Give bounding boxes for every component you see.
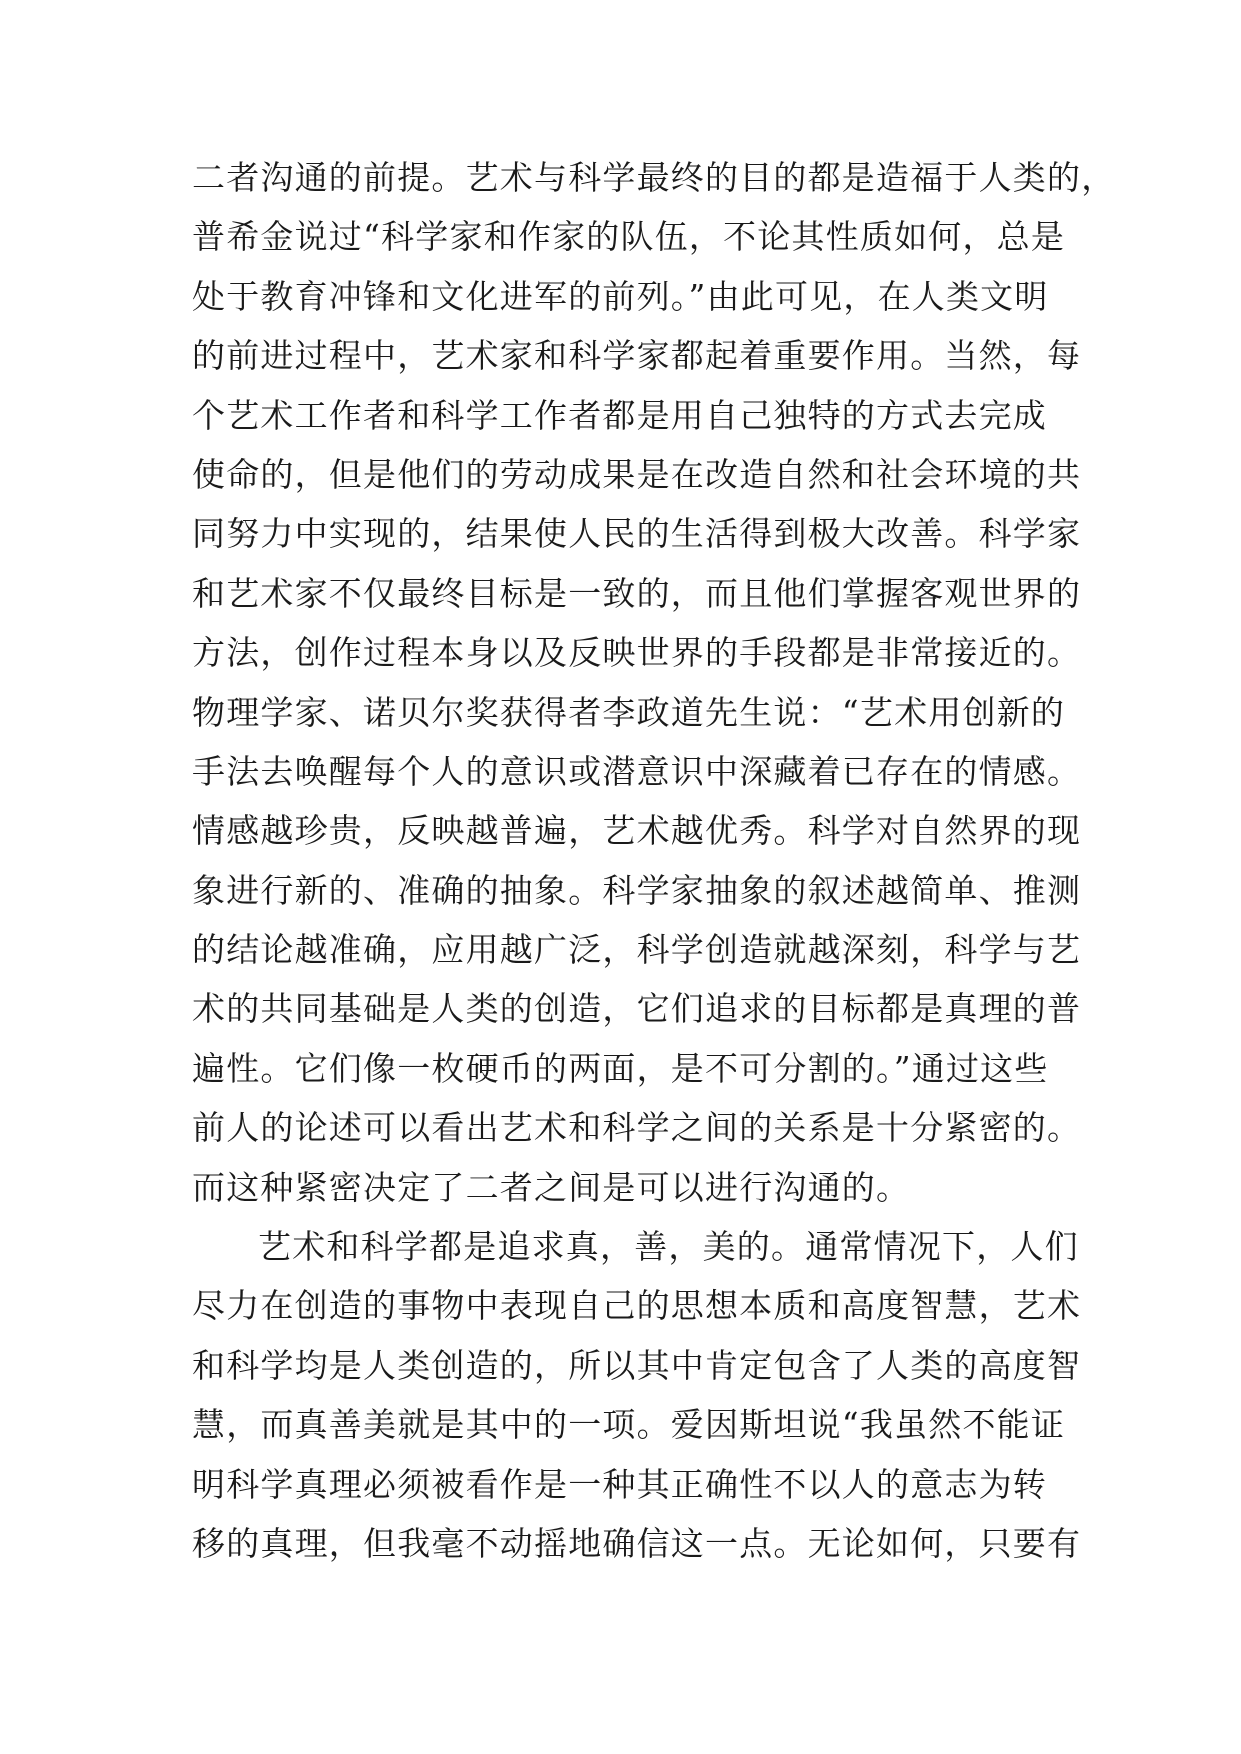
text-line: 前人的论述可以看出艺术和科学之间的关系是十分紧密的。	[192, 1108, 1082, 1148]
text-line: 象进行新的、准确的抽象。科学家抽象的叙述越简单、推测	[192, 870, 1082, 910]
text-line: 个艺术工作者和科学工作者都是用自己独特的方式去完成	[192, 395, 1047, 435]
paragraph-start-line: 艺术和科学都是追求真，善，美的。通常情况下，人们	[258, 1227, 1079, 1267]
text-line: 明科学真理必须被看作是一种其正确性不以人的意志为转	[192, 1464, 1047, 1504]
body-text	[192, 148, 1116, 1573]
text-line: 同努力中实现的，结果使人民的生活得到极大改善。科学家	[192, 514, 1082, 554]
text-line: 处于教育冲锋和文化进军的前列。”由此可见，在人类文明	[192, 276, 1049, 316]
text-line: 方法，创作过程本身以及反映世界的手段都是非常接近的。	[192, 633, 1082, 673]
text-line: 移的真理，但我毫不动摇地确信这一点。无论如何，只要有	[192, 1523, 1082, 1563]
text-line: 和艺术家不仅最终目标是一致的，而且他们掌握客观世界的	[192, 573, 1082, 613]
text-line: 遍性。它们像一枚硬币的两面，是不可分割的。”通过这些	[192, 1048, 1049, 1088]
text-line: 的结论越准确，应用越广泛，科学创造就越深刻，科学与艺	[192, 930, 1082, 970]
text-line: 普希金说过“科学家和作家的队伍，不论其性质如何，总是	[192, 217, 1066, 257]
text-line: 二者沟通的前提。艺术与科学最终的目的都是造福于人类的，	[192, 158, 1116, 197]
text-line: 而这种紧密决定了二者之间是可以进行沟通的。	[192, 1167, 911, 1207]
text-line: 物理学家、诺贝尔奖获得者李政道先生说：“艺术用创新的	[192, 692, 1066, 732]
text-line: 使命的，但是他们的劳动成果是在改造自然和社会环境的共	[192, 454, 1082, 494]
text-line: 尽力在创造的事物中表现自己的思想本质和高度智慧，艺术	[192, 1286, 1082, 1326]
text-line: 手法去唤醒每个人的意识或潜意识中深藏着已存在的情感。	[192, 751, 1082, 791]
text-line: 和科学均是人类创造的，所以其中肯定包含了人类的高度智	[192, 1345, 1082, 1385]
text-line: 情感越珍贵，反映越普遍，艺术越优秀。科学对自然界的现	[192, 811, 1082, 851]
text-line: 的前进过程中，艺术家和科学家都起着重要作用。当然，每	[192, 336, 1082, 376]
text-line: 术的共同基础是人类的创造，它们追求的目标都是真理的普	[192, 989, 1082, 1029]
text-line: 慧，而真善美就是其中的一项。爱因斯坦说“我虽然不能证	[192, 1405, 1066, 1445]
